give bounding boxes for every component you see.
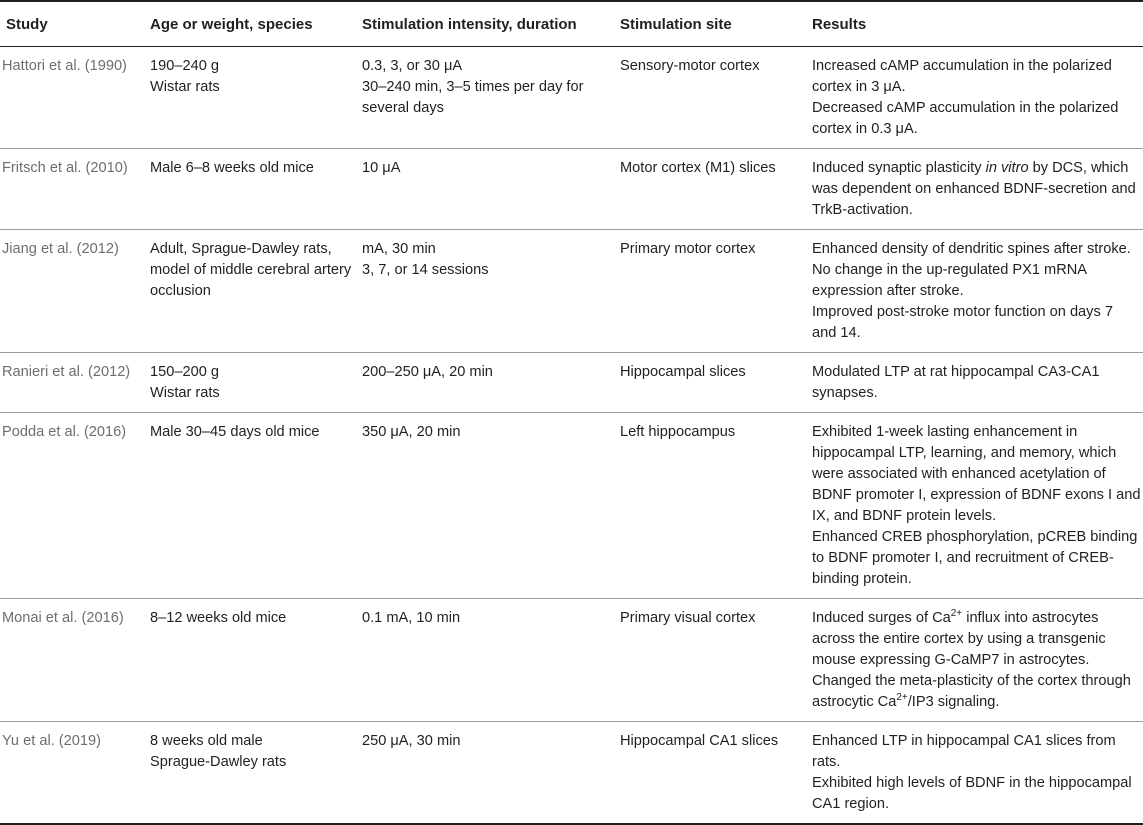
- site-cell: Motor cortex (M1) slices: [620, 149, 812, 230]
- stimulation-cell: 200–250 μA, 20 min: [362, 353, 620, 413]
- result-text-pre: Induced surges of Ca: [812, 610, 951, 626]
- study-cell: Jiang et al. (2012): [0, 230, 150, 353]
- result-line: Enhanced LTP in hippocampal CA1 slices from rats.: [812, 733, 1116, 770]
- header-row: [0, 1, 1143, 47]
- study-cell: Fritsch et al. (2010): [0, 149, 150, 230]
- result-line: [812, 608, 1141, 671]
- age-line: 8 weeks old male: [150, 733, 263, 749]
- results-cell: [812, 599, 1143, 722]
- result-line: Modulated LTP at rat hippocampal CA3-CA1 synapses.: [812, 364, 1100, 401]
- age-line: 150–200 g: [150, 364, 219, 380]
- site-cell: Left hippocampus: [620, 413, 812, 599]
- stimulation-cell: [362, 47, 620, 149]
- study-cell: Podda et al. (2016): [0, 413, 150, 599]
- header-study: Study: [0, 1, 150, 47]
- species-line: Sprague-Dawley rats: [150, 754, 287, 770]
- results-cell: [812, 230, 1143, 353]
- result-text-post: influx into astrocytes across the entire cortex by using a transgenic mouse expressing G-CaMP7 in astrocytes.: [812, 610, 1106, 668]
- table-row: [0, 230, 1143, 353]
- result-line: No change in the up-regulated PX1 mRNA expression after stroke.: [812, 262, 1087, 299]
- table-row: [0, 599, 1143, 722]
- site-cell: Sensory-motor cortex: [620, 47, 812, 149]
- age-species-cell: 8–12 weeks old mice: [150, 599, 362, 722]
- result-line: Enhanced CREB phosphorylation, pCREB binding to BDNF promoter I, and recruitment of CREB-binding protein.: [812, 529, 1138, 587]
- results-cell: [812, 47, 1143, 149]
- study-cell: Yu et al. (2019): [0, 722, 150, 825]
- study-cell: Monai et al. (2016): [0, 599, 150, 722]
- superscript: 2+: [950, 608, 963, 619]
- result-line: Exhibited high levels of BDNF in the hippocampal CA1 region.: [812, 775, 1132, 812]
- result-line: Improved post-stroke motor function on days 7 and 14.: [812, 304, 1113, 341]
- result-text-italic: in vitro: [985, 160, 1029, 176]
- species-line: Wistar rats: [150, 79, 220, 95]
- result-line: Decreased cAMP accumulation in the polarized cortex in 0.3 μA.: [812, 100, 1119, 137]
- age-species-cell: [150, 47, 362, 149]
- table-row: [0, 149, 1143, 230]
- age-species-cell: [150, 722, 362, 825]
- result-text-post: by DCS, which was dependent on enhanced BDNF-secretion and TrkB-activation.: [812, 160, 1136, 218]
- result-text-pre: Changed the meta-plasticity of the cortex through astrocytic Ca: [812, 673, 1131, 710]
- results-cell: [812, 353, 1143, 413]
- table-row: [0, 722, 1143, 825]
- age-species-cell: Adult, Sprague-Dawley rats, model of middle cerebral artery occlusion: [150, 230, 362, 353]
- header-results: Results: [812, 1, 1143, 47]
- header-age-species: Age or weight, species: [150, 1, 362, 47]
- study-cell: Hattori et al. (1990): [0, 47, 150, 149]
- intensity-line: 0.3, 3, or 30 μA: [362, 58, 463, 74]
- superscript: 2+: [896, 692, 908, 703]
- study-cell: Ranieri et al. (2012): [0, 353, 150, 413]
- table-row: [0, 353, 1143, 413]
- age-species-cell: [150, 353, 362, 413]
- result-text-post: /IP3 signaling.: [907, 694, 1000, 710]
- header-stimulation-site: Stimulation site: [620, 1, 812, 47]
- duration-line: 3, 7, or 14 sessions: [362, 262, 489, 278]
- age-species-cell: Male 30–45 days old mice: [150, 413, 362, 599]
- results-cell: [812, 149, 1143, 230]
- table-row: [0, 413, 1143, 599]
- result-line: [812, 671, 1141, 713]
- stimulation-cell: 350 μA, 20 min: [362, 413, 620, 599]
- stimulation-cell: 0.1 mA, 10 min: [362, 599, 620, 722]
- stimulation-cell: 10 μA: [362, 149, 620, 230]
- table-row: [0, 47, 1143, 149]
- result-line: Enhanced density of dendritic spines after stroke.: [812, 241, 1131, 257]
- site-cell: Hippocampal CA1 slices: [620, 722, 812, 825]
- site-cell: Hippocampal slices: [620, 353, 812, 413]
- results-cell: [812, 722, 1143, 825]
- species-line: Wistar rats: [150, 385, 220, 401]
- stimulation-cell: [362, 230, 620, 353]
- age-line: 190–240 g: [150, 58, 219, 74]
- header-stimulation-intensity: Stimulation intensity, duration: [362, 1, 620, 47]
- results-cell: [812, 413, 1143, 599]
- site-cell: Primary visual cortex: [620, 599, 812, 722]
- site-cell: Primary motor cortex: [620, 230, 812, 353]
- result-line: Exhibited 1-week lasting enhancement in hippocampal LTP, learning, and memory, which were associated with enhanced acetylation of BDNF promoter I, expression of BDNF exons I and IX, and BDNF protein levels.: [812, 424, 1141, 524]
- age-species-cell: Male 6–8 weeks old mice: [150, 149, 362, 230]
- result-text-pre: Induced synaptic plasticity: [812, 160, 986, 176]
- duration-line: 30–240 min, 3–5 times per day for several days: [362, 79, 584, 116]
- intensity-line: mA, 30 min: [362, 241, 436, 257]
- stimulation-cell: 250 μA, 30 min: [362, 722, 620, 825]
- result-line: Increased cAMP accumulation in the polarized cortex in 3 μA.: [812, 58, 1112, 95]
